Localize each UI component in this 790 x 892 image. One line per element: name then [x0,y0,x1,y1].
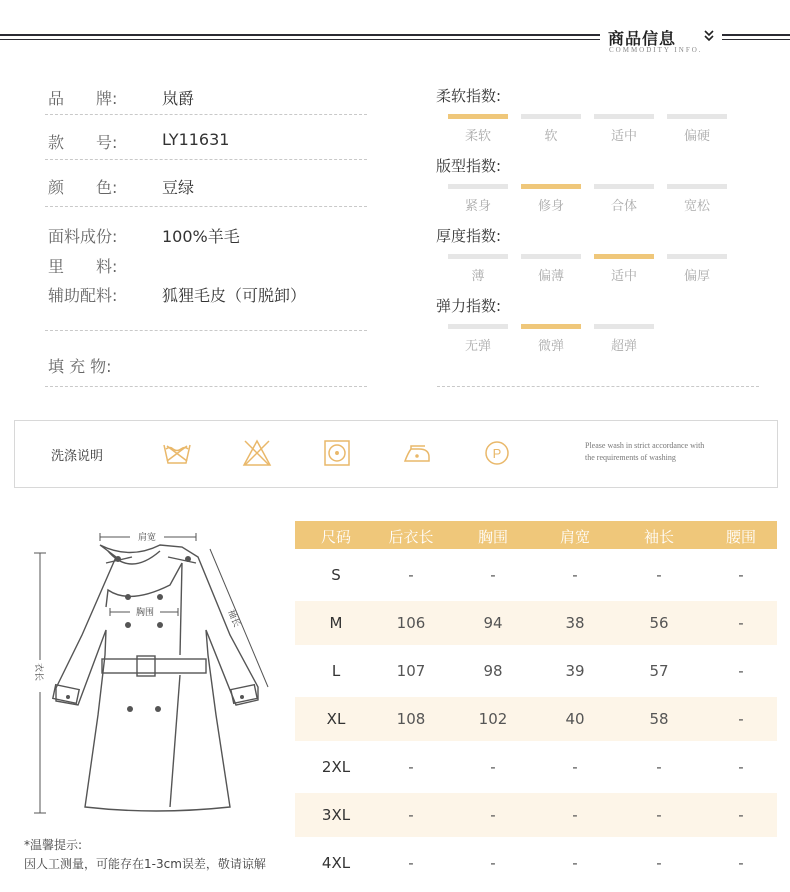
size-cell: M [329,614,343,632]
table-cell: - [738,710,744,728]
header-rule-left [0,34,600,36]
table-cell: 39 [565,662,585,680]
table-cell: 102 [478,710,508,728]
length-label: 衣长 [33,663,43,682]
table-row [295,553,777,597]
size-cell: 4XL [321,854,351,872]
table-cell: - [572,758,578,776]
tips-text: 因人工测量，可能存在1-3cm误差，敬请谅解 [24,857,266,871]
model-label: 款 号: [48,133,118,152]
table-row [295,697,777,741]
index-bar-selected [448,114,508,119]
divider [45,206,367,207]
divider [45,386,367,387]
lining-label: 里 料: [48,257,118,276]
tumble-dry-icon [321,437,353,469]
table-cell: 107 [396,662,426,680]
table-row [295,841,777,885]
table-cell: 94 [483,614,503,632]
table-row [295,601,777,645]
size-cell: L [331,662,341,680]
fabric-value: 100%羊毛 [162,227,240,246]
index-option-label: 适中 [610,129,637,144]
column-header: 腰围 [725,528,756,546]
wash-title: 洗涤说明 [51,449,104,464]
table-cell: - [738,662,744,680]
divider [437,386,759,387]
table-row [295,793,777,837]
index-option-label: 柔软 [464,129,491,144]
index-title: 弹力指数: [436,297,502,315]
index-bar [448,324,508,329]
index-bar [667,254,727,259]
sleeve-label: 袖长 [225,608,242,629]
table-cell: - [572,806,578,824]
table-cell: - [490,806,496,824]
divider [45,114,367,115]
header-rule-left-thin [0,39,600,40]
column-header: 后衣长 [388,528,434,546]
dry-clean-p-icon [481,437,513,469]
wash-note-line1: Please wash in strict accordance with [585,441,705,450]
table-cell: - [738,854,744,872]
divider [45,159,367,160]
accessory-value: 狐狸毛皮（可脱卸） [162,286,307,305]
table-cell: - [572,854,578,872]
index-bar-selected [521,184,581,189]
index-option-label: 宽松 [683,199,710,214]
table-cell: 57 [649,662,669,680]
index-option-label: 微弹 [537,339,564,354]
index-bar [521,254,581,259]
table-cell: 106 [396,614,426,632]
tips-title: *温馨提示: [24,838,83,852]
garment-measurement-diagram [20,515,290,825]
brand-value: 岚爵 [162,89,195,108]
index-title: 厚度指数: [436,227,502,245]
size-cell: 2XL [321,758,351,776]
index-option-label: 薄 [471,269,485,284]
table-row [295,745,777,789]
column-header: 肩宽 [559,528,590,546]
hand-wash-icon [161,437,193,469]
index-option-label: 软 [544,129,558,144]
table-cell: 40 [565,710,585,728]
brand-label: 品 牌: [48,89,118,108]
table-cell: 108 [396,710,426,728]
size-cell: XL [326,710,346,728]
index-option-label: 偏厚 [683,269,710,284]
wash-note-line2: the requirements of washing [585,453,676,462]
index-option-label: 超弹 [610,339,637,354]
table-cell: - [490,854,496,872]
model-value: LY11631 [162,130,230,149]
column-header: 袖长 [643,528,674,546]
index-option-label: 修身 [537,199,564,214]
index-option-label: 偏硬 [683,129,710,144]
table-cell: - [656,806,662,824]
table-cell: 98 [483,662,503,680]
table-cell: - [572,566,578,584]
index-option-label: 适中 [610,269,637,284]
index-option-label: 偏薄 [537,269,564,284]
index-bar [521,114,581,119]
index-title: 柔软指数: [436,87,502,105]
no-bleach-icon [241,437,273,469]
header-rule-right [722,34,790,36]
accessory-label: 辅助配料: [48,286,118,305]
table-cell: - [656,758,662,776]
index-option-label: 合体 [610,199,637,214]
table-cell: - [408,758,414,776]
chest-label: 胸围 [135,608,155,618]
index-option-label: 无弹 [464,339,491,354]
index-bar [448,184,508,189]
table-cell: - [738,566,744,584]
table-cell: - [408,806,414,824]
divider [45,330,367,331]
index-title: 版型指数: [436,157,502,175]
table-cell: - [656,854,662,872]
index-bar [594,184,654,189]
table-cell: - [738,758,744,776]
shoulder-label: 肩宽 [137,533,157,543]
section-title: 商品信息 [608,29,677,48]
svg-text:P: P [492,446,502,461]
size-cell: S [331,566,341,584]
column-header: 胸围 [477,528,508,546]
index-bar [594,324,654,329]
index-bar [667,184,727,189]
header-rule-right-thin [722,39,790,40]
color-label: 颜 色: [48,178,118,197]
table-cell: - [490,758,496,776]
index-bar-selected [521,324,581,329]
wash-note [585,440,704,464]
table-cell: 38 [565,614,585,632]
index-bar [594,114,654,119]
index-bar-selected [594,254,654,259]
table-cell: - [738,614,744,632]
size-table-header [295,521,777,549]
section-subtitle: COMMODITY INFO. [609,46,703,54]
table-cell: 58 [649,710,669,728]
index-bar [667,114,727,119]
table-cell: - [490,566,496,584]
fabric-label: 面料成份: [48,227,118,246]
table-cell: - [408,566,414,584]
chevron-down-icon [704,30,714,43]
index-bar [448,254,508,259]
table-cell: - [408,854,414,872]
color-value: 豆绿 [162,178,195,197]
table-row [295,649,777,693]
table-cell: - [656,566,662,584]
index-option-label: 紧身 [464,199,491,214]
washing-instructions [14,420,778,488]
table-cell: - [738,806,744,824]
column-header: 尺码 [320,528,351,546]
size-cell: 3XL [321,806,351,824]
filling-label: 填 充 物: [48,357,112,376]
iron-icon [401,437,433,469]
table-cell: 56 [649,614,669,632]
